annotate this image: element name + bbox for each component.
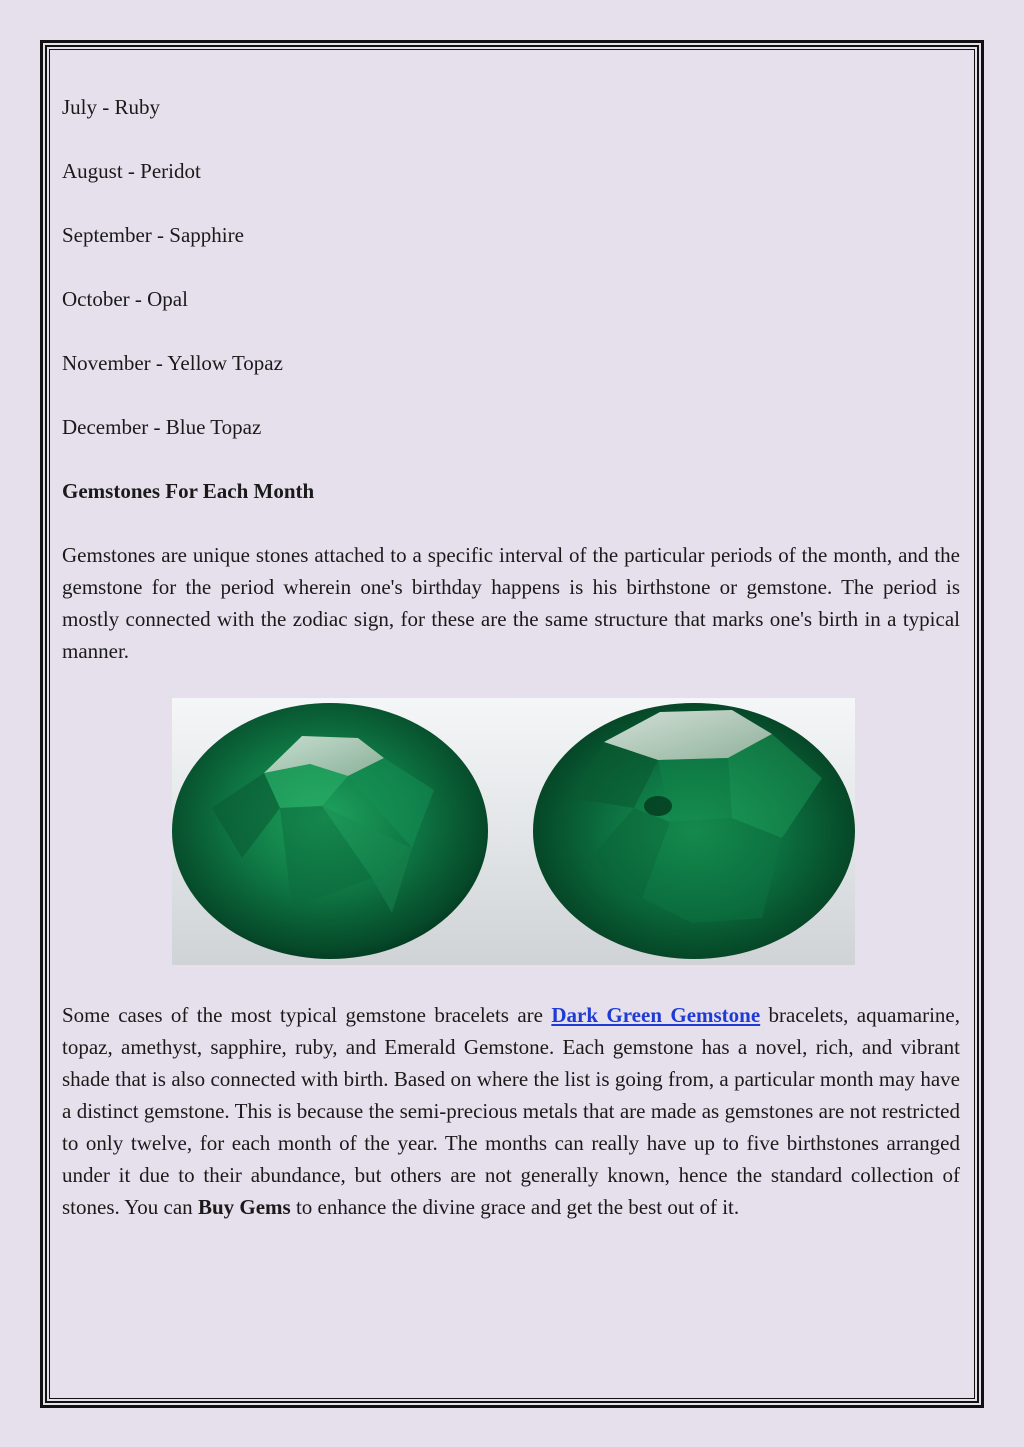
paragraph-text-end: to enhance the divine grace and get the best out of it. bbox=[290, 1195, 740, 1219]
emerald-gemstones-photo bbox=[172, 698, 855, 965]
left-emerald-icon bbox=[172, 703, 488, 959]
bracelets-paragraph bbox=[62, 999, 960, 1223]
birthstone-december: December - Blue Topaz bbox=[62, 415, 262, 439]
birthstone-november: November - Yellow Topaz bbox=[62, 351, 283, 375]
right-emerald-icon bbox=[533, 703, 855, 959]
birthstone-september: September - Sapphire bbox=[62, 223, 244, 247]
document-content bbox=[62, 91, 960, 667]
dark-green-gemstone-link[interactable]: Dark Green Gemstone bbox=[551, 1003, 761, 1027]
paragraph-text-start: Some cases of the most typical gemstone bracelets are bbox=[62, 1003, 552, 1027]
birthstone-july: July - Ruby bbox=[62, 95, 161, 119]
section-heading: Gemstones For Each Month bbox=[62, 479, 315, 503]
buy-gems-bold: Buy Gems bbox=[197, 1195, 291, 1219]
birthstone-october: October - Opal bbox=[62, 287, 188, 311]
emerald-gemstones-image bbox=[172, 698, 855, 965]
paragraph-text-middle: bracelets, aquamarine, topaz, amethyst, sapphire, ruby, and Emerald Gemstone. Each gemstone has a novel, rich, and vibrant shade that is also connected with birth. Based on where the list is going from, a particular month may have a distinct gemstone. This is because the semi-precious metals that are made as gemstones are not restricted to only twelve, for each month of the year. The months can really have up to five birthstones arranged under it due to their abundance, but others are not generally known, hence the standard collection of stones. You can bbox=[62, 1003, 960, 1219]
intro-paragraph: Gemstones are unique stones attached to a specific interval of the particular periods of the month, and the gemstone for the period wherein one's birthday happens is his birthstone or gemstone. The period is mostly connected with the zodiac sign, for these are the same structure that marks one's birth in a typical manner. bbox=[62, 543, 960, 663]
birthstone-august: August - Peridot bbox=[62, 159, 201, 183]
